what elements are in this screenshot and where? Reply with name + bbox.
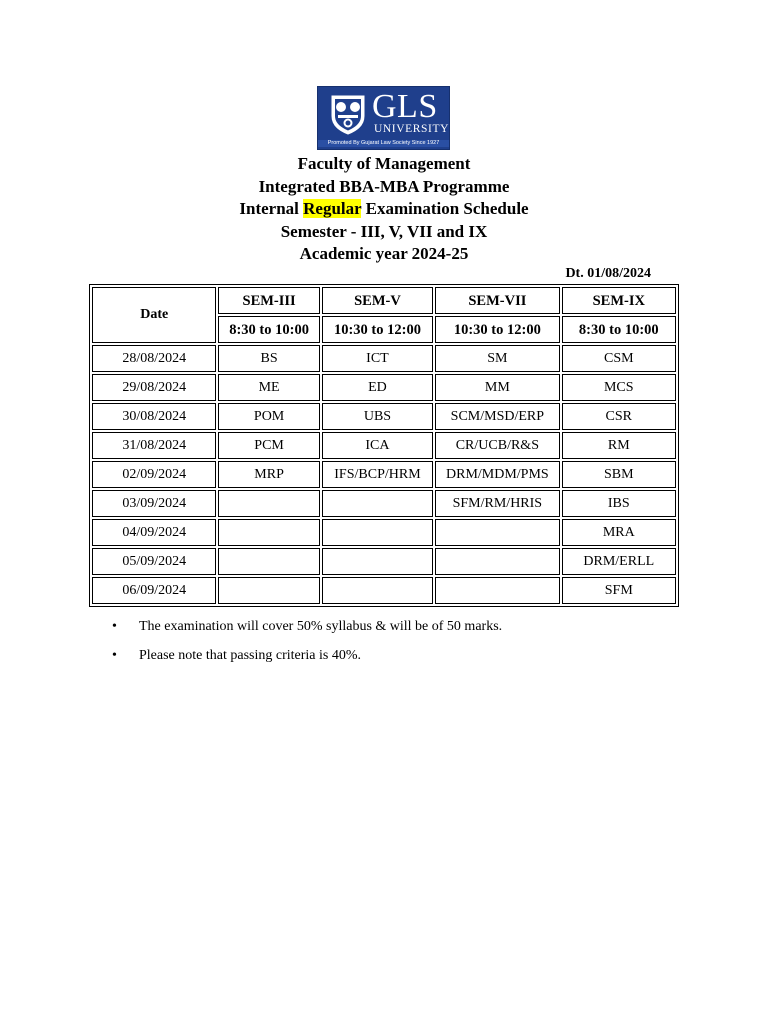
subject-cell: IFS/BCP/HRM <box>322 461 433 488</box>
row-date: 31/08/2024 <box>92 432 216 459</box>
row-date: 29/08/2024 <box>92 374 216 401</box>
subject-cell: SCM/MSD/ERP <box>435 403 559 430</box>
subject-cell: DRM/ERLL <box>562 548 676 575</box>
subject-cell <box>322 577 433 604</box>
subject-cell: ME <box>218 374 319 401</box>
semester-title: Semester - III, V, VII and IX <box>280 221 488 241</box>
subject-cell <box>322 548 433 575</box>
schedule-title <box>0 198 768 221</box>
subject-cell <box>218 490 319 517</box>
document-date: Dt. 01/08/2024 <box>565 266 651 281</box>
subject-cell <box>435 548 559 575</box>
subject-cell: SM <box>435 345 559 372</box>
row-date: 04/09/2024 <box>92 519 216 546</box>
sem-iii-header: SEM-III <box>218 287 319 314</box>
subject-cell: SBM <box>562 461 676 488</box>
subject-cell <box>435 519 559 546</box>
semester-header-row <box>92 287 676 314</box>
subject-cell: DRM/MDM/PMS <box>435 461 559 488</box>
subject-cell: MCS <box>562 374 676 401</box>
table-row <box>92 490 676 517</box>
table-row <box>92 374 676 401</box>
bullet-icon: • <box>112 619 117 634</box>
subject-cell: SFM <box>562 577 676 604</box>
logo-promoted-by: Promoted By Gujarat Law Society Since 1927 <box>318 140 449 147</box>
list-item <box>112 617 502 637</box>
list-item <box>112 646 502 666</box>
document-titles <box>0 153 768 266</box>
exam-schedule-table <box>89 284 679 607</box>
subject-cell: MRA <box>562 519 676 546</box>
sem-ix-time: 8:30 to 10:00 <box>562 316 676 343</box>
subject-cell: ICT <box>322 345 433 372</box>
row-date: 30/08/2024 <box>92 403 216 430</box>
table-row <box>92 577 676 604</box>
table-row <box>92 403 676 430</box>
row-date: 06/09/2024 <box>92 577 216 604</box>
logo-subtitle: UNIVERSITY <box>374 123 449 135</box>
subject-cell <box>322 490 433 517</box>
subject-cell: PCM <box>218 432 319 459</box>
table-row <box>92 432 676 459</box>
note-text: The examination will cover 50% syllabus & will be of 50 marks. <box>139 619 503 634</box>
row-date: 03/09/2024 <box>92 490 216 517</box>
sem-v-header: SEM-V <box>322 287 433 314</box>
subject-cell: CR/UCB/R&S <box>435 432 559 459</box>
sem-iii-time: 8:30 to 10:00 <box>218 316 319 343</box>
table-row <box>92 461 676 488</box>
notes-list <box>112 617 502 675</box>
subject-cell: IBS <box>562 490 676 517</box>
subject-cell: CSM <box>562 345 676 372</box>
faculty-title: Faculty of Management <box>297 154 471 173</box>
subject-cell: SFM/RM/HRIS <box>435 490 559 517</box>
schedule-title-prefix: Internal <box>239 199 304 218</box>
subject-cell: UBS <box>322 403 433 430</box>
sem-vii-time: 10:30 to 12:00 <box>435 316 559 343</box>
table-row <box>92 519 676 546</box>
row-date: 05/09/2024 <box>92 548 216 575</box>
subject-cell <box>435 577 559 604</box>
programme-title: Integrated BBA-MBA Programme <box>258 176 510 196</box>
gls-university-logo <box>317 86 450 150</box>
subject-cell: CSR <box>562 403 676 430</box>
sem-ix-header: SEM-IX <box>562 287 676 314</box>
schedule-title-highlight: Regular <box>303 199 362 218</box>
subject-cell: ED <box>322 374 433 401</box>
subject-cell: MM <box>435 374 559 401</box>
logo-name: GLS <box>372 88 438 125</box>
schedule-title-suffix: Examination Schedule <box>361 199 529 218</box>
date-column-header: Date <box>92 287 216 343</box>
bullet-icon: • <box>112 648 117 663</box>
subject-cell: RM <box>562 432 676 459</box>
table-row <box>92 548 676 575</box>
university-crest-icon <box>326 92 370 136</box>
academic-year-title: Academic year 2024-25 <box>299 244 469 263</box>
subject-cell: ICA <box>322 432 433 459</box>
subject-cell: MRP <box>218 461 319 488</box>
table-row <box>92 345 676 372</box>
row-date: 28/08/2024 <box>92 345 216 372</box>
sem-v-time: 10:30 to 12:00 <box>322 316 433 343</box>
subject-cell <box>218 577 319 604</box>
subject-cell: POM <box>218 403 319 430</box>
subject-cell <box>218 548 319 575</box>
note-text: Please note that passing criteria is 40%. <box>139 648 361 663</box>
subject-cell <box>218 519 319 546</box>
sem-vii-header: SEM-VII <box>435 287 559 314</box>
subject-cell <box>322 519 433 546</box>
subject-cell: BS <box>218 345 319 372</box>
row-date: 02/09/2024 <box>92 461 216 488</box>
